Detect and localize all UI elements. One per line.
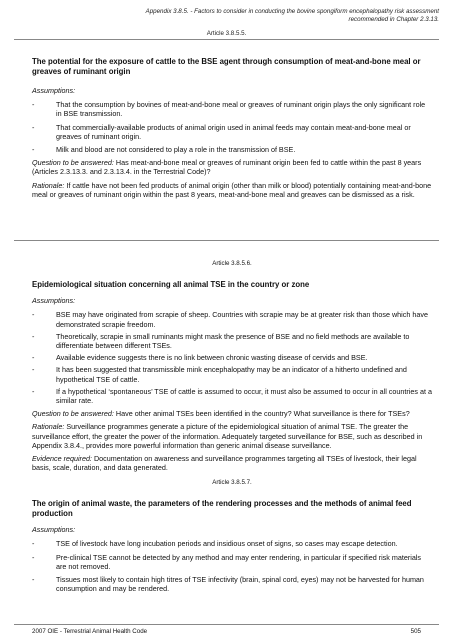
article-number: Article 3.8.5.7.	[212, 479, 252, 486]
page-number: 505	[410, 628, 421, 635]
list-item: - Tissues most likely to contain high titres of TSE infectivity (brain, spinal cord, eyes) may not be harvested for human consumption and may be rendered.	[32, 575, 424, 594]
rationale-paragraph: Rationale: If cattle have not been fed products of animal origin (other than milk or blood) potentially containing meat-and-bone meal or greaves of ruminant origin within the past 8 years, meat-and-bone meal and greaves can be dismissed as a risk.	[32, 180, 432, 199]
header-title: Appendix 3.8.5. - Factors to consider in conducting the bovine spongiform encephalopathy risk assessment	[145, 8, 439, 15]
section-animal-waste-origin	[32, 478, 432, 593]
rationale-paragraph: Rationale: Surveillance programmes generate a picture of the epidemiological situation of animal TSE. The greater the surveillance effort, the greater the power of the information. Adequately targeted surveillance for BSE, such as described in Appendix 3.8.4., provides more powerful information than generic animal disease surveillance.	[32, 422, 423, 450]
list-item: - Pre-clinical TSE cannot be detected by any method and may enter rendering, in particular if specified risk materials are not removed.	[32, 552, 422, 571]
list-item: - BSE may have originated from scrapie of sheep. Countries with scrapie may be at greater risk than those which have demonstrated scrapie freedom.	[32, 310, 428, 329]
section-heading: The origin of animal waste, the parameters of the rendering processes and the methods of animal feed production	[32, 499, 412, 519]
question-paragraph: Question to be answered: Have other animal TSEs been identified in the country? What surveillance is there for TSEs?	[32, 409, 410, 419]
header-article: Article 3.8.5.5.	[206, 30, 247, 37]
assumptions-label: Assumptions:	[32, 525, 76, 535]
section-heading: The potential for the exposure of cattle to the BSE agent through consumption of meat-and-bone meal or greaves of ruminant origin	[32, 57, 421, 76]
list-item: - Milk and blood are not considered to play a role in the transmission of BSE.	[32, 145, 296, 155]
section-epidemiological-situation	[32, 259, 432, 472]
header-subtitle: recommended in Chapter 2.3.13.	[348, 16, 439, 23]
list-item: - That the consumption by bovines of meat-and-bone meal or greaves of ruminant origin plays the only significant role in BSE transmission.	[32, 100, 426, 119]
question-paragraph: Question to be answered: Has meat-and-bone meal or greaves of ruminant origin been fed to cattle within the past 8 years (Articles 2.3.13.3. and 2.3.13.4. in the Terrestrial Code)?	[32, 158, 422, 177]
assumptions-label: Assumptions:	[32, 296, 76, 306]
evidence-paragraph: Evidence required: Documentation on awareness and surveillance programmes targeting all TSEs of livestock, their legal basis, scale, duration, and data generated.	[32, 454, 417, 473]
list-item: - Theoretically, scrapie in small ruminants might mask the presence of BSE and no field methods are available to differentiate between different TSEs.	[32, 331, 410, 351]
list-item: - TSE of livestock have long incubation periods and insidious onset of signs, so cases may escape detection.	[32, 539, 398, 549]
footer-source: 2007 OIE - Terrestrial Animal Health Code	[32, 628, 148, 635]
list-item: - That commercially-available products of animal origin used in animal feeds may contain meat-and-bone meal or greaves of ruminant origin.	[32, 122, 411, 141]
assumptions-label: Assumptions:	[32, 86, 76, 95]
section-heading: Epidemiological situation concerning all animal TSE in the country or zone	[32, 280, 310, 290]
page-footer	[32, 628, 421, 635]
running-header	[39, 8, 439, 24]
list-item: - Available evidence suggests there is no link between chronic wasting disease of cervids and BSE.	[32, 353, 368, 363]
list-item: - It has been suggested that transmissible mink encephalopathy may be an indicator of a hitherto undefined and hypothetical TSE of cattle.	[32, 365, 407, 384]
header-rule	[14, 39, 439, 40]
article-number: Article 3.8.5.6.	[212, 260, 252, 267]
section-rule	[14, 240, 439, 241]
footer-rule	[14, 624, 439, 625]
section-meat-and-bone-meal	[32, 57, 432, 199]
list-item: - If a hypothetical ‘spontaneous’ TSE of cattle is assumed to occur, it must also be assumed to occur in all countries at a similar rate.	[32, 386, 432, 406]
